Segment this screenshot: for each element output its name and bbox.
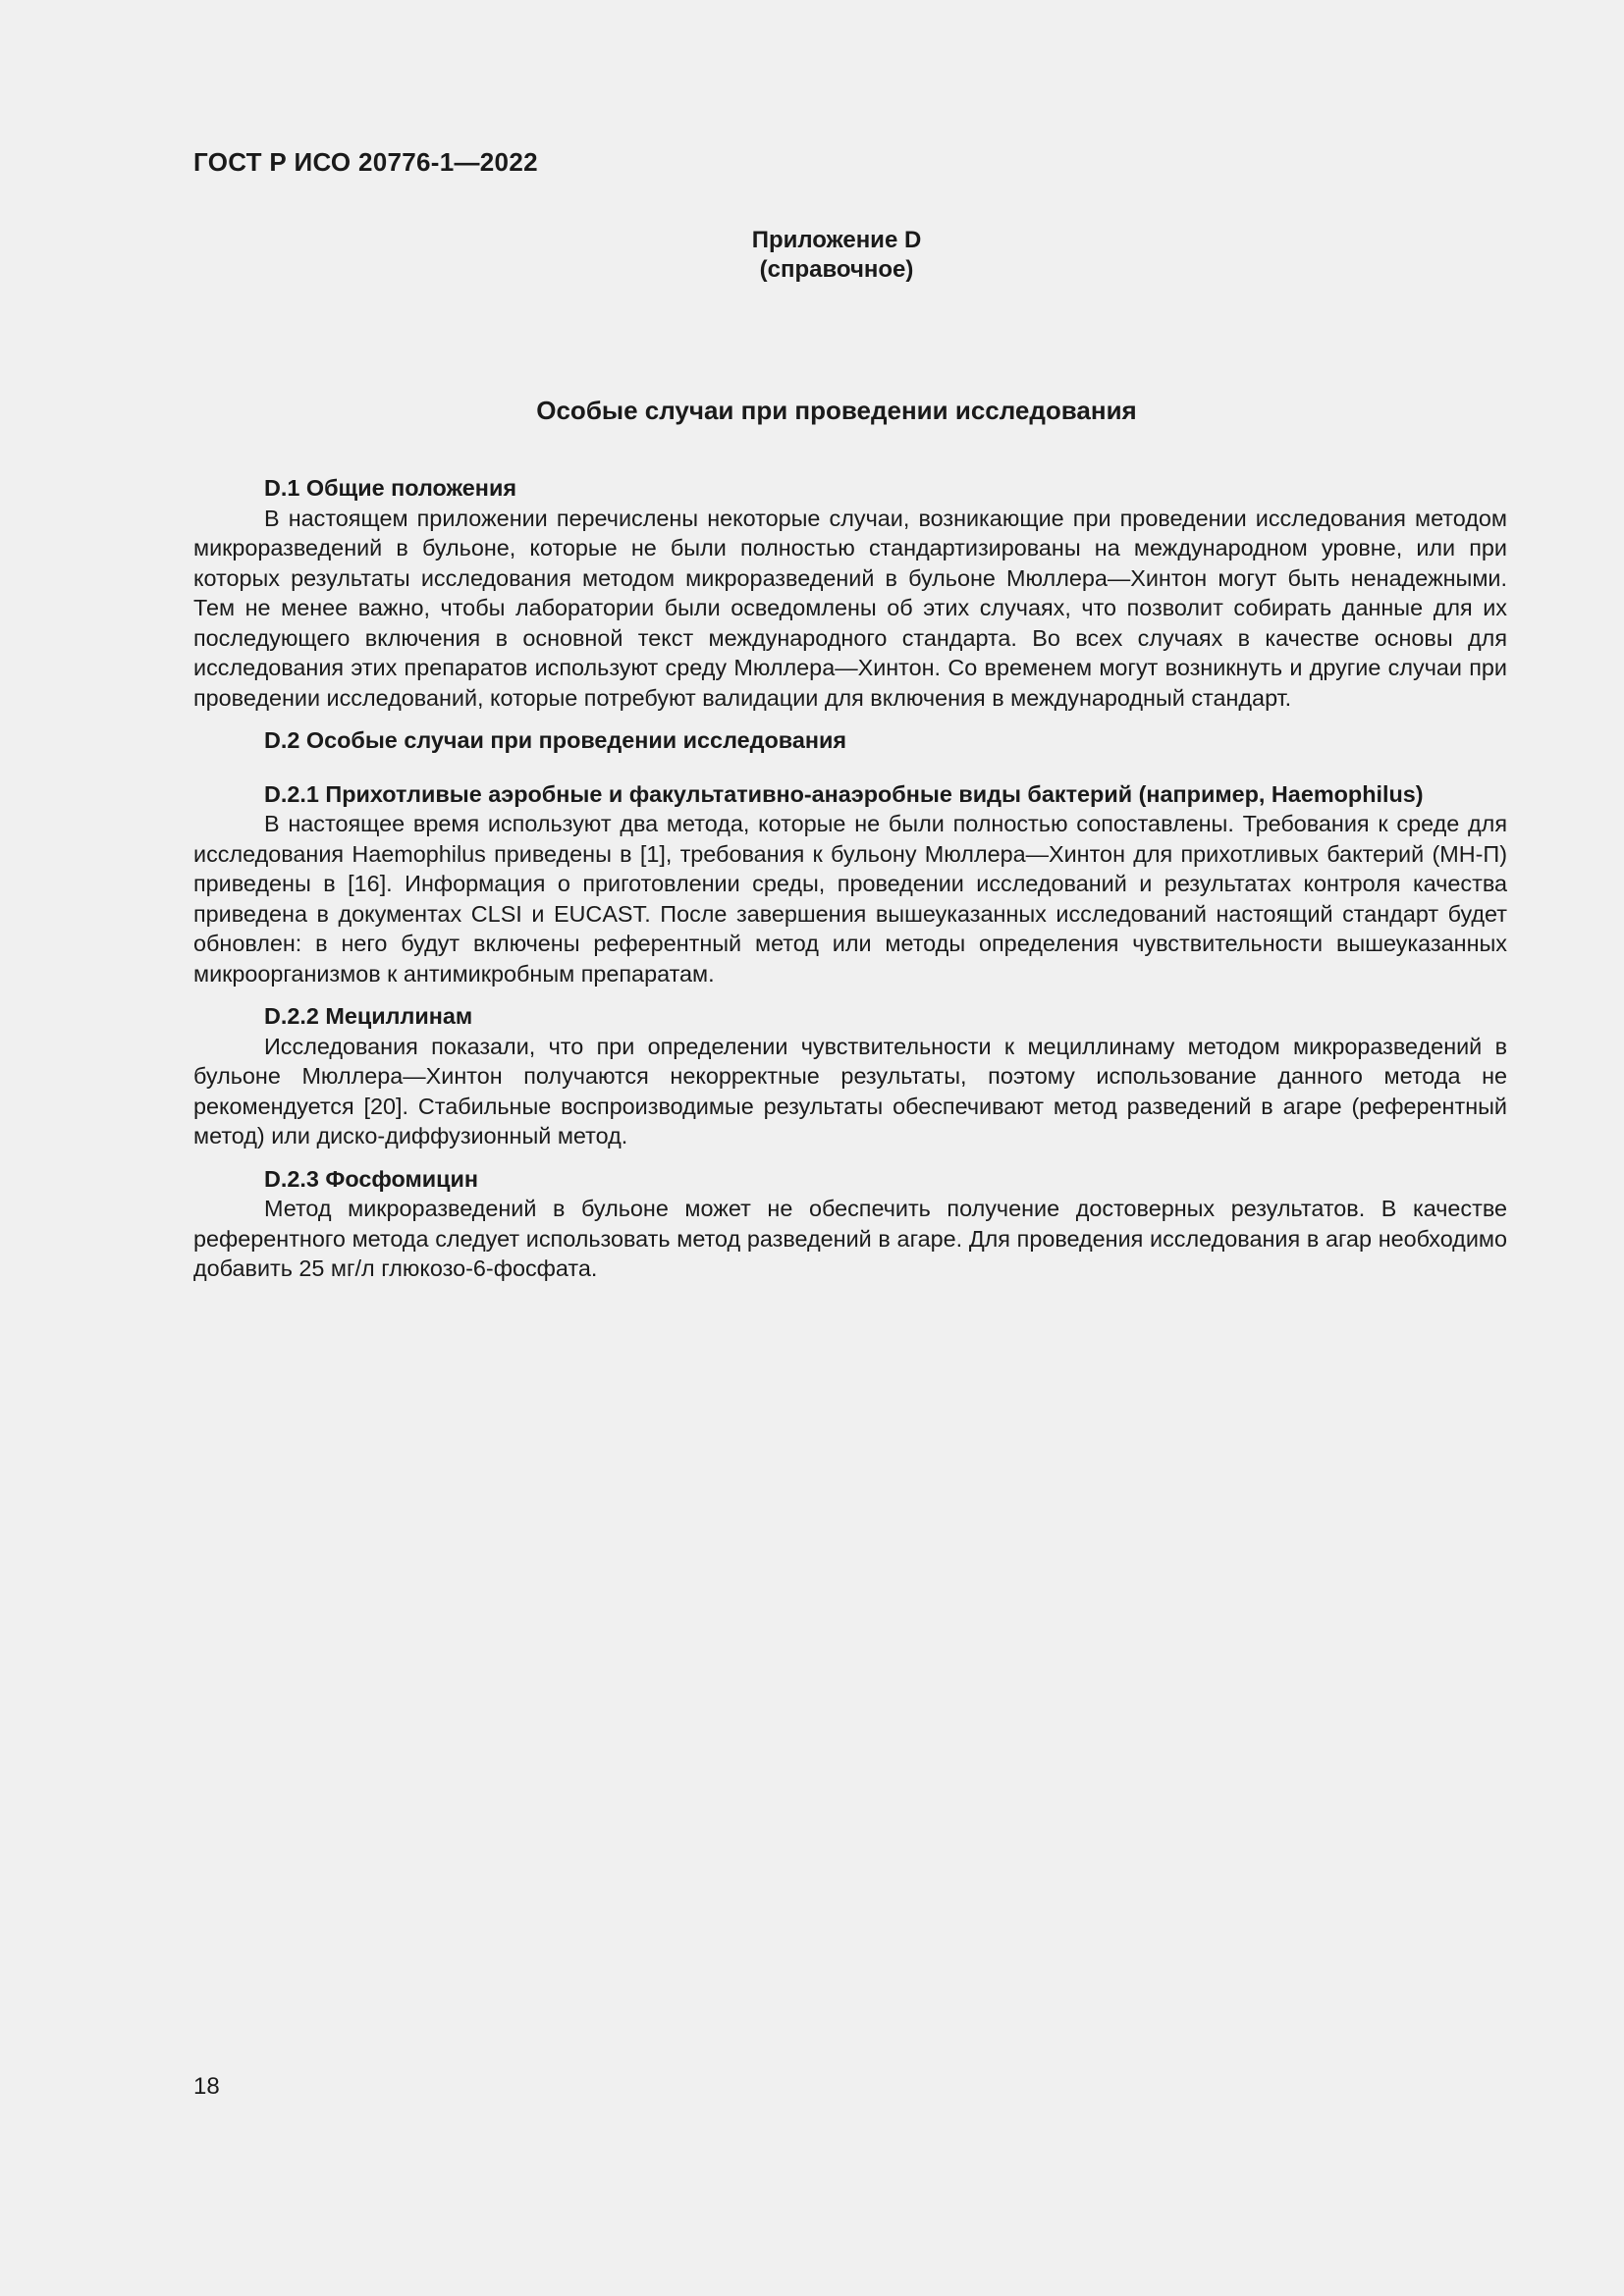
section-d22-text: Исследования показали, что при определении чувствительности к мециллинаму методом микроразведений в бульоне Мюллера—Хинтон получаются некорректные результаты, поэтому использование данного метода не рекомендуется [20]. Стабильные воспроизводимые результаты обеспечивают метод разведений в агаре (референтный метод) или диско-диффузионный метод. [193, 1033, 1507, 1148]
document-body [193, 473, 1507, 1284]
document-header: ГОСТ Р ИСО 20776-1—2022 [193, 147, 538, 177]
section-d23-text: Метод микроразведений в бульоне может не обеспечить получение достоверных результатов. В качестве референтного метода следует использовать метод разведений в агаре. Для проведения исследования в агар необходимо добавить 25 мг/л глюкозо-6-фосфата. [193, 1196, 1507, 1281]
annex-subtitle: (справочное) [759, 256, 914, 283]
annex-heading [0, 226, 1624, 285]
section-d21-heading: D.2.1 Прихотливые аэробные и факультативно-анаэробные виды бактерий (например, Haemophilus) [264, 780, 1424, 807]
section-d2-heading: D.2 Особые случаи при проведении исследования [264, 727, 847, 753]
page-number: 18 [193, 2073, 220, 2100]
section-d1-heading: D.1 Общие положения [264, 475, 516, 501]
section-d1-text: В настоящем приложении перечислены некоторые случаи, возникающие при проведении исследования методом микроразведений в бульоне, которые не были полностью стандартизированы на международном уровне, или при которых результаты исследования методом микроразведений в бульоне Мюллера—Хинтон могут быть ненадежными. Тем не менее важно, чтобы лаборатории были осведомлены об этих случаях, что позволит собирать данные для их последующего включения в основной текст международного стандарта. Во всех случаях в качестве основы для исследования этих препаратов используют среду Мюллера—Хинтон. Со временем могут возникнуть и другие случаи при проведении исследований, которые потребуют валидации для включения в международный стандарт. [193, 505, 1507, 711]
section-d23-heading: D.2.3 Фосфомицин [264, 1165, 479, 1192]
section-d21-text: В настоящее время используют два метода, которые не были полностью сопоставлены. Требования к среде для исследования Haemophilus приведены в [1], требования к бульону Мюллера—Хинтон для прихотливых бактерий (МН-П) приведены в [16]. Информация о приготовлении среды, проведении исследований и результатах контроля качества приведена в документах CLSI и EUCAST. После завершения вышеуказанных исследований настоящий стандарт будет обновлен: в него будут включены референтный метод или методы определения чувствительности вышеуказанных микроорганизмов к антимикробным препаратам. [193, 811, 1507, 987]
annex-title: Приложение D [751, 227, 922, 253]
main-title [0, 396, 1624, 426]
main-title-text: Особые случаи при проведении исследования [536, 396, 1137, 425]
section-d22-heading: D.2.2 Мециллинам [264, 1003, 473, 1029]
